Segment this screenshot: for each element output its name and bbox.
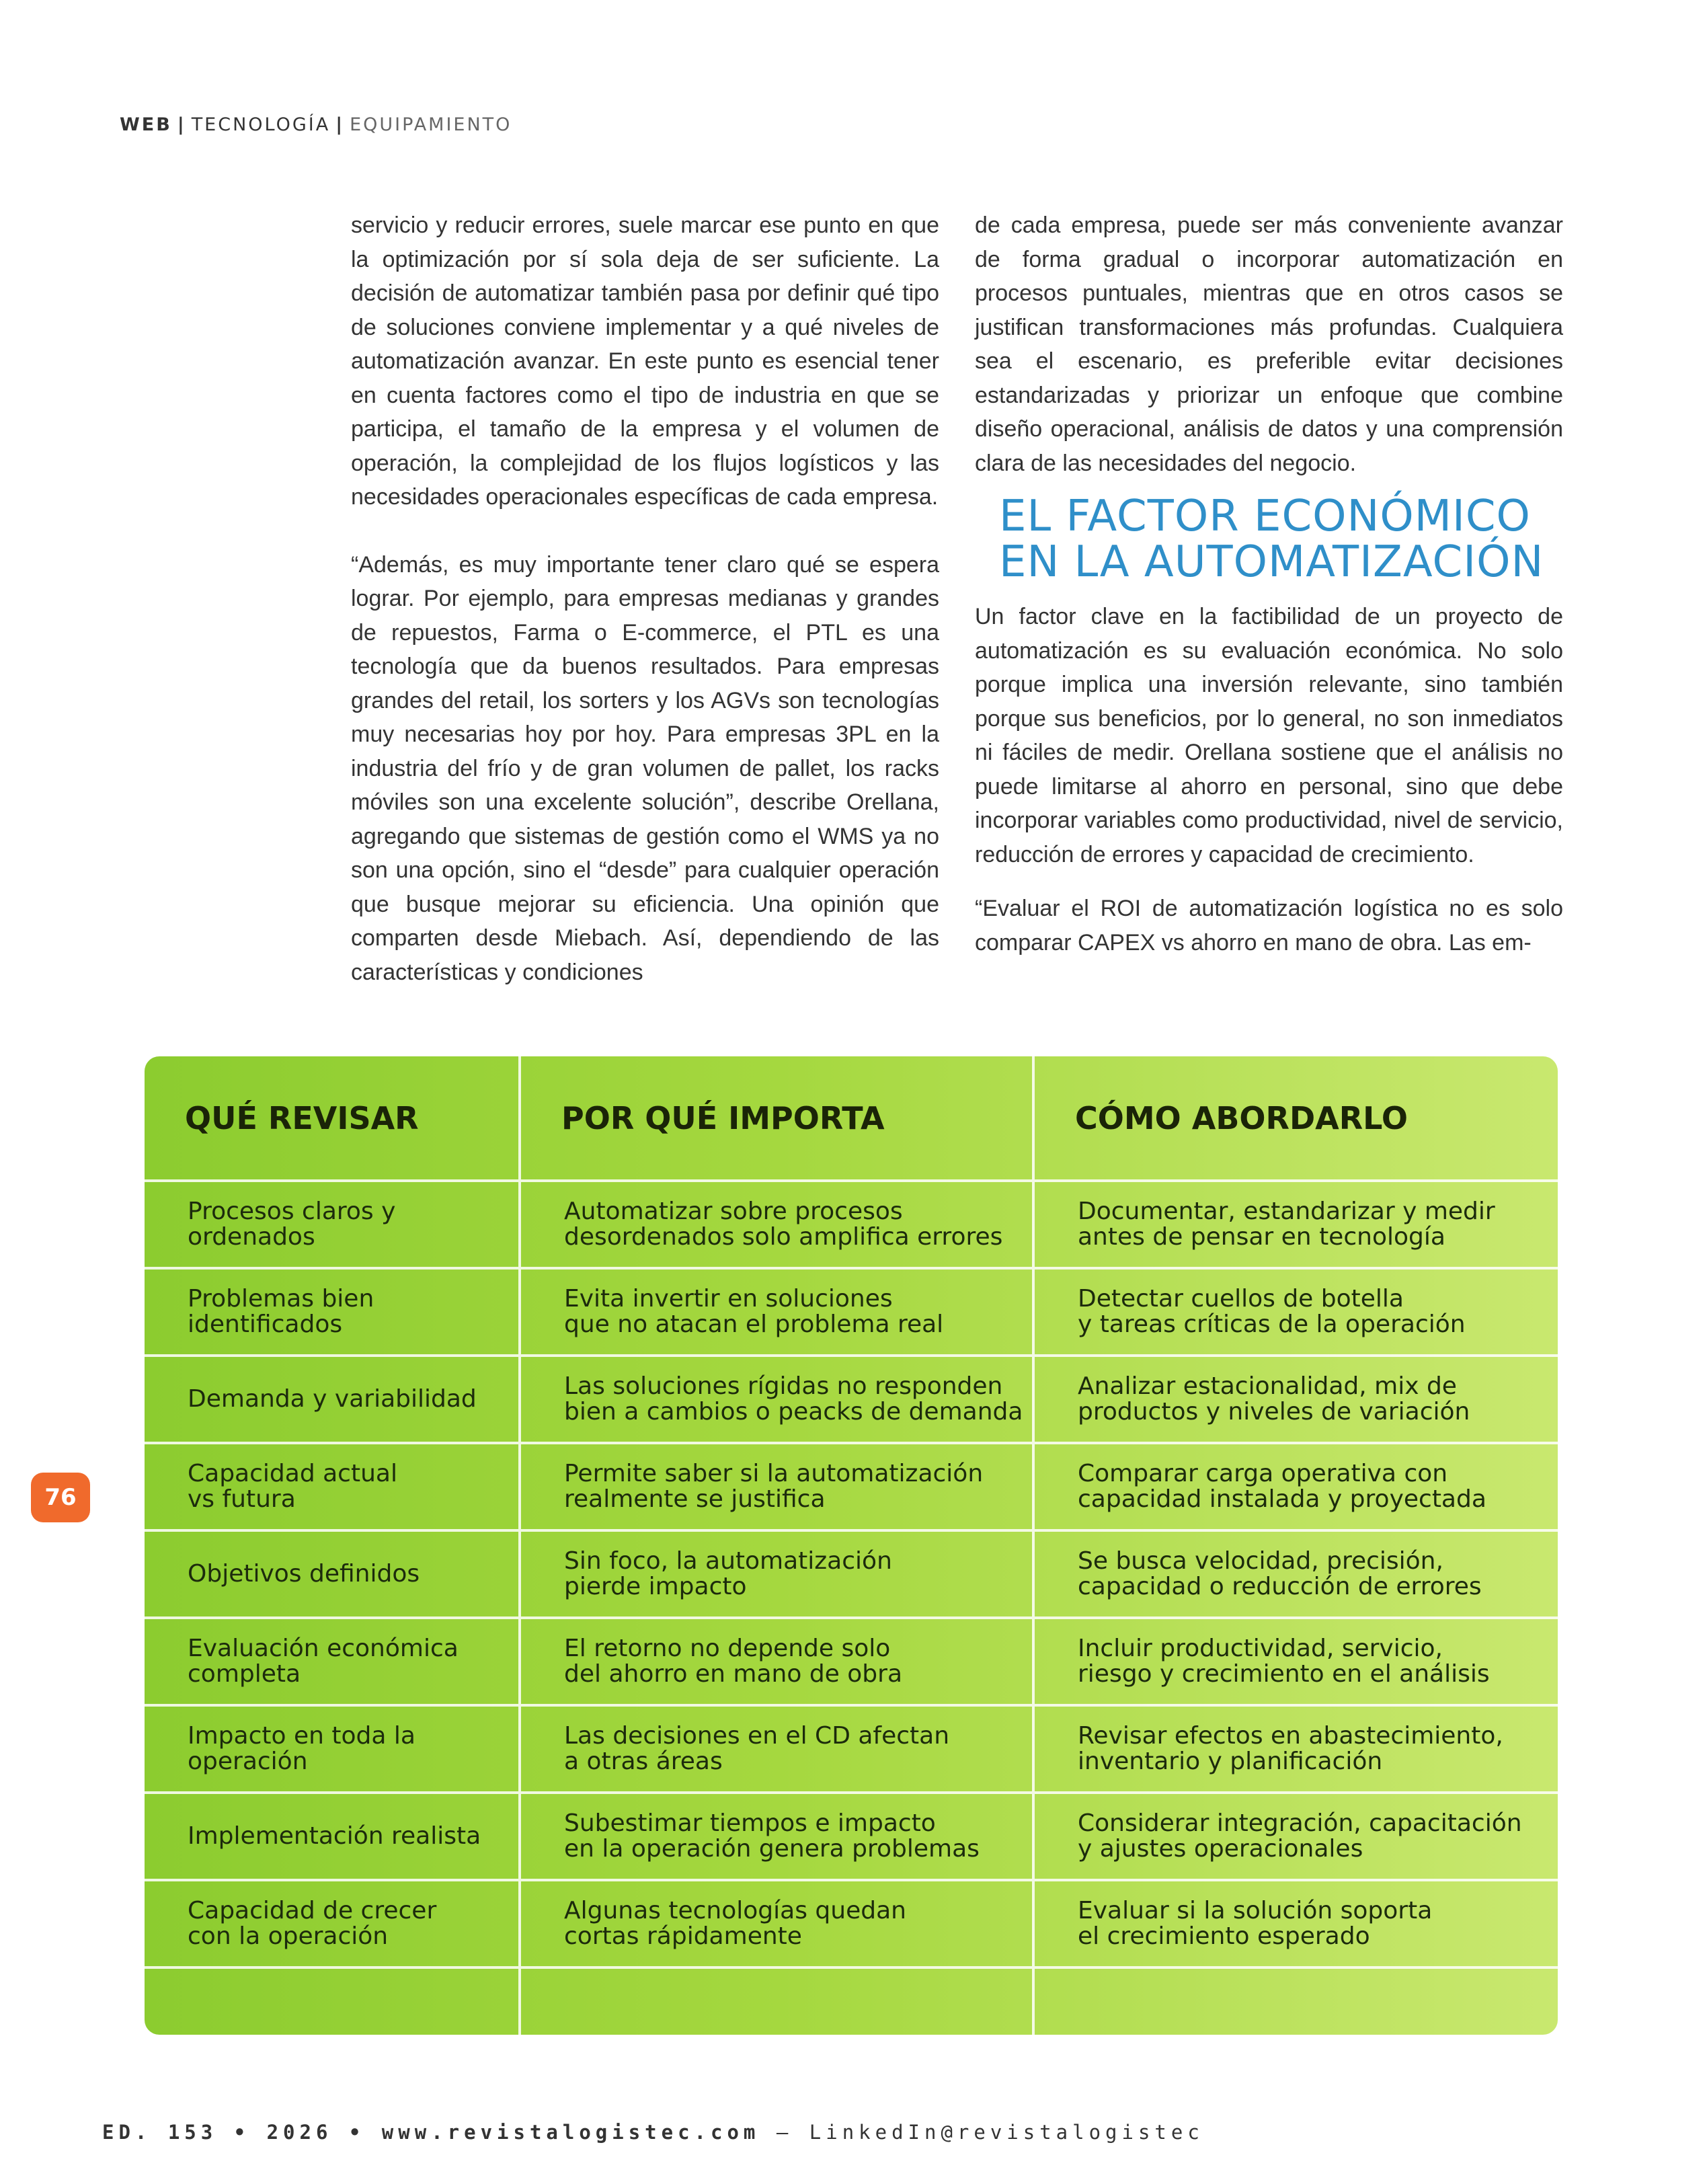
table-row xyxy=(145,1182,1558,1270)
right-column xyxy=(975,208,1563,960)
table-empty-cell xyxy=(521,1969,1035,2035)
table-empty-cell xyxy=(145,1969,521,2035)
section-label xyxy=(120,114,512,135)
body-paragraph: Un factor clave en la factibilidad de un proyecto de automatización es su evaluación económica. No solo porque implica una inversión relevante, sino también porque sus beneficios, por lo general, no son inmediatos ni fáciles de medir. Orellana sostiene que el análisis no puede limitarse al ahorro en personal, sino que debe incorporar variables como productividad, nivel de servicio, reducción de errores y capacidad de crecimiento. xyxy=(975,604,1563,867)
table-row xyxy=(145,1619,1558,1707)
table-header-cell: CÓMO ABORDARLO xyxy=(1075,1099,1408,1136)
table-cell: Las decisiones en el CD afectan a otras áreas xyxy=(521,1707,1035,1791)
section-separator: | xyxy=(335,114,345,135)
table-cell: Procesos claros y ordenados xyxy=(145,1182,521,1267)
section-separator: | xyxy=(177,114,186,135)
table-cell: Objetivos definidos xyxy=(145,1532,521,1616)
table-cell: Capacidad de crecer con la operación xyxy=(145,1881,521,1966)
table-header-row xyxy=(145,1056,1558,1182)
heading-line: EN LA AUTOMATIZACIÓN xyxy=(999,537,1544,587)
table-empty-cell xyxy=(1035,1969,1558,2035)
table-cell: Capacidad actual vs futura xyxy=(145,1444,521,1529)
table-header-cell: POR QUÉ IMPORTA xyxy=(521,1056,1035,1179)
section-tecnologia: TECNOLOGÍA xyxy=(191,114,331,135)
table-cell: Comparar carga operativa con capacidad instalada y proyectada xyxy=(1078,1460,1486,1513)
table-footer-row xyxy=(145,1969,1558,2035)
table-cell: Analizar estacionalidad, mix de productos y niveles de variación xyxy=(1078,1372,1470,1426)
table-row xyxy=(145,1707,1558,1794)
table-cell: Se busca velocidad, precisión, capacidad o reducción de errores xyxy=(1078,1547,1482,1600)
table-row xyxy=(145,1532,1558,1619)
table-cell: Considerar integración, capacitación y ajustes operacionales xyxy=(1078,1809,1522,1863)
table-cell: Revisar efectos en abastecimiento, inventario y planificación xyxy=(1078,1722,1503,1775)
body-paragraph: “Evaluar el ROI de automatización logística no es solo comparar CAPEX vs ahorro en mano de obra. Las em- xyxy=(975,896,1563,956)
left-column xyxy=(351,208,939,989)
footer-linkedin: – LinkedIn@revistalogistec xyxy=(776,2121,1204,2144)
table-cell: Sin foco, la automatización pierde impacto xyxy=(521,1532,1035,1616)
table-cell: Subestimar tiempos e impacto en la operación genera problemas xyxy=(521,1794,1035,1879)
table-cell: Permite saber si la automatización realmente se justifica xyxy=(521,1444,1035,1529)
table-row xyxy=(145,1881,1558,1969)
table-header-cell: QUÉ REVISAR xyxy=(145,1056,521,1179)
table-cell: Detectar cuellos de botella y tareas críticas de la operación xyxy=(1078,1285,1466,1338)
body-paragraph: servicio y reducir errores, suele marcar ese punto en que la optimización por sí sola deja de ser suficiente. La decisión de automatizar también pasa por definir qué tipo de soluciones conviene implementar y a qué niveles de automatización avanzar. En este punto es esencial tener en cuenta factores como el tipo de industria en que se participa, el tamaño de la empresa y el volumen de operación, la complejidad de los flujos logísticos y las necesidades operacionales específicas de cada empresa. xyxy=(351,212,939,510)
table-row xyxy=(145,1794,1558,1881)
table-cell: Documentar, estandarizar y medir antes de pensar en tecnología xyxy=(1078,1198,1495,1251)
table-cell: Implementación realista xyxy=(145,1794,521,1879)
page-number: 76 xyxy=(31,1473,90,1522)
table-row xyxy=(145,1270,1558,1357)
table-cell: Algunas tecnologías quedan cortas rápidamente xyxy=(521,1881,1035,1966)
table-cell: Evaluación económica completa xyxy=(145,1619,521,1704)
section-heading xyxy=(999,494,1563,585)
footer xyxy=(102,2121,1204,2144)
table-cell: Evita invertir en soluciones que no atacan el problema real xyxy=(521,1270,1035,1354)
table-row xyxy=(145,1444,1558,1532)
table-cell: Problemas bien identificados xyxy=(145,1270,521,1354)
body-paragraph: “Además, es muy importante tener claro qué se espera lograr. Por ejemplo, para empresas medianas y grandes de repuestos, Farma o E-commerce, el PTL es una tecnología que da buenos resultados. Para empresas grandes del retail, los sorters y los AGVs son tecnologías muy necesarias hoy por hoy. Para empresas 3PL en la industria del frío y de gran volumen de pallet, los racks móviles son una excelente solución”, describe Orellana, agregando que sistemas de gestión como el WMS ya no son una opción, sino el “desde” para cualquier operación que busque mejorar su eficiencia. Una opinión que comparten desde Miebach. Así, dependiendo de las características y condiciones xyxy=(351,551,939,985)
checklist-table xyxy=(145,1056,1558,2035)
table-cell: Automatizar sobre procesos desordenados solo amplifica errores xyxy=(521,1182,1035,1267)
table-cell: El retorno no depende solo del ahorro en mano de obra xyxy=(521,1619,1035,1704)
section-web: WEB xyxy=(120,114,172,135)
heading-line: EL FACTOR ECONÓMICO xyxy=(999,492,1531,541)
table-cell: Impacto en toda la operación xyxy=(145,1707,521,1791)
table-cell: Demanda y variabilidad xyxy=(145,1357,521,1442)
section-equipamiento: EQUIPAMIENTO xyxy=(350,114,512,135)
table-row xyxy=(145,1357,1558,1444)
table-cell: Las soluciones rígidas no responden bien a cambios o peacks de demanda xyxy=(521,1357,1035,1442)
footer-edition: ED. 153 • 2026 • www.revistalogistec.com xyxy=(102,2121,760,2144)
table-cell: Evaluar si la solución soporta el crecimiento esperado xyxy=(1078,1897,1433,1950)
table-cell: Incluir productividad, servicio, riesgo y crecimiento en el análisis xyxy=(1078,1635,1490,1688)
body-paragraph: de cada empresa, puede ser más conveniente avanzar de forma gradual o incorporar automatización en procesos puntuales, mientras que en otros casos se justifican transformaciones más profundas. Cualquiera sea el escenario, es preferible evitar decisiones estandarizadas y priorizar un enfoque que combine diseño operacional, análisis de datos y una comprensión clara de las necesidades del negocio. xyxy=(975,212,1563,476)
